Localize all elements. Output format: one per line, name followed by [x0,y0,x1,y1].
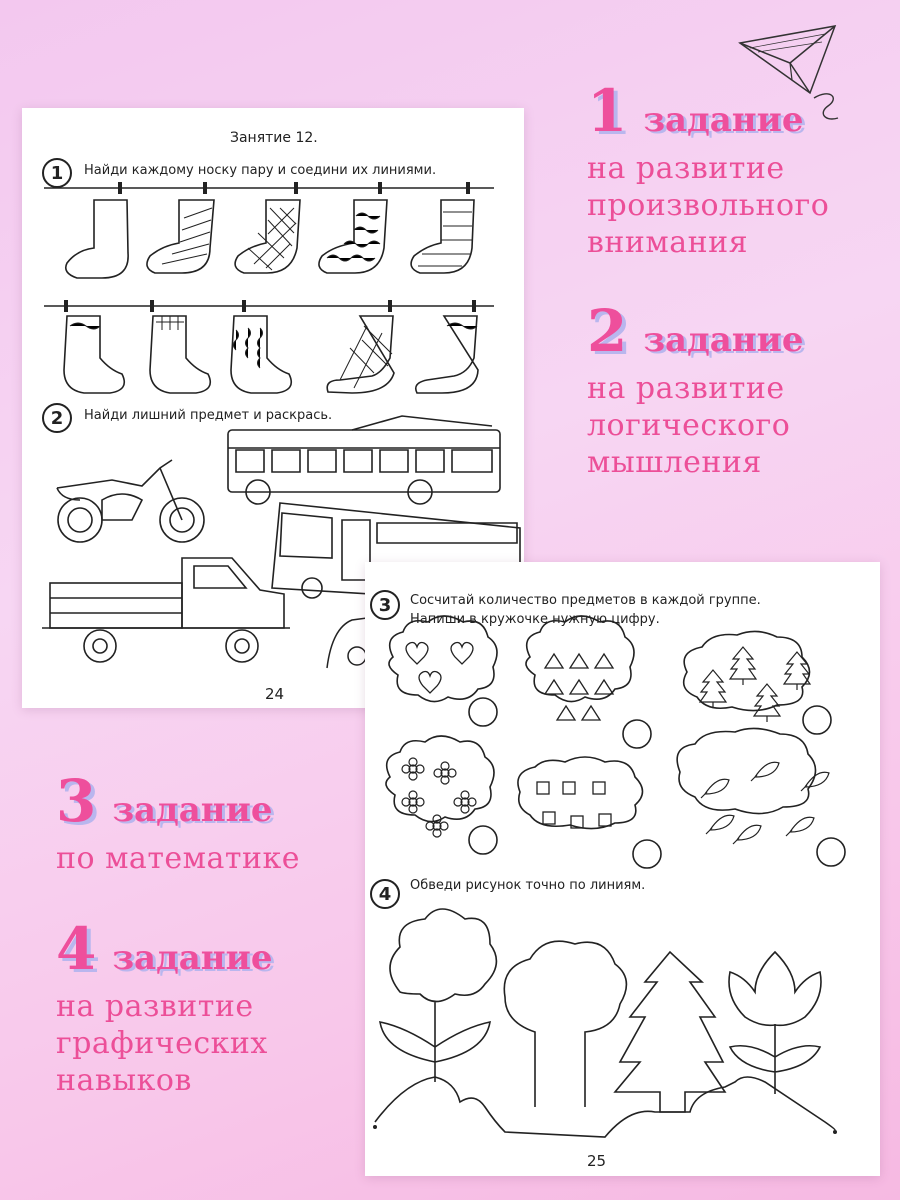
task-number-4: 4 [370,879,400,909]
flower-outline [380,909,496,1082]
tulip-outline [729,952,821,1094]
ground-outline [375,1077,835,1137]
label-line: на развитие [587,151,785,186]
label-title: задание [112,938,273,978]
label-line: на развитие [56,989,254,1024]
label-task-1 [587,77,830,261]
label-number: 3 [56,767,97,835]
page-number: 25 [587,1152,607,1170]
task-3-line-2: Напиши в кружочке нужную цифру. [410,612,660,627]
task-4-text: Обведи рисунок точно по линиям. [410,878,646,893]
page-number: 24 [265,685,285,703]
label-line: по математике [56,841,300,876]
tree-outline [504,941,626,1107]
label-line: на развитие [587,371,785,406]
task-2-text: Найди лишний предмет и раскрась. [84,408,333,423]
label-line: мышления [587,445,762,480]
page-title: Занятие 12. [230,130,318,146]
label-line: логического [587,408,791,443]
truck-icon [42,558,290,662]
label-title: задание [643,320,804,360]
label-title: задание [643,100,804,140]
label-task-3 [56,767,300,877]
label-task-2 [587,297,804,481]
label-number: 1 [587,77,628,145]
task-number-3: 3 [370,590,400,620]
task-number-1: 1 [42,158,72,188]
task-number-2: 2 [42,403,72,433]
label-task-4 [56,915,273,1099]
label-number: 4 [56,915,97,983]
task-3-line-1: Сосчитай количество предметов в каждой группе. [410,593,761,608]
worksheet-page-25 [365,562,880,1176]
trolleybus-icon [228,416,500,504]
label-number: 2 [587,297,628,365]
tracing-picture [365,562,880,1176]
label-line: внимания [587,225,749,260]
car-icon [327,618,367,668]
label-line: произвольного [587,188,830,223]
task-1-text: Найди каждому носку пару и соедини их линиями. [84,163,437,178]
motorcycle-icon [57,460,204,542]
label-line: графических [56,1026,268,1061]
fir-outline [615,952,725,1112]
label-title: задание [112,790,273,830]
label-line: навыков [56,1063,192,1098]
